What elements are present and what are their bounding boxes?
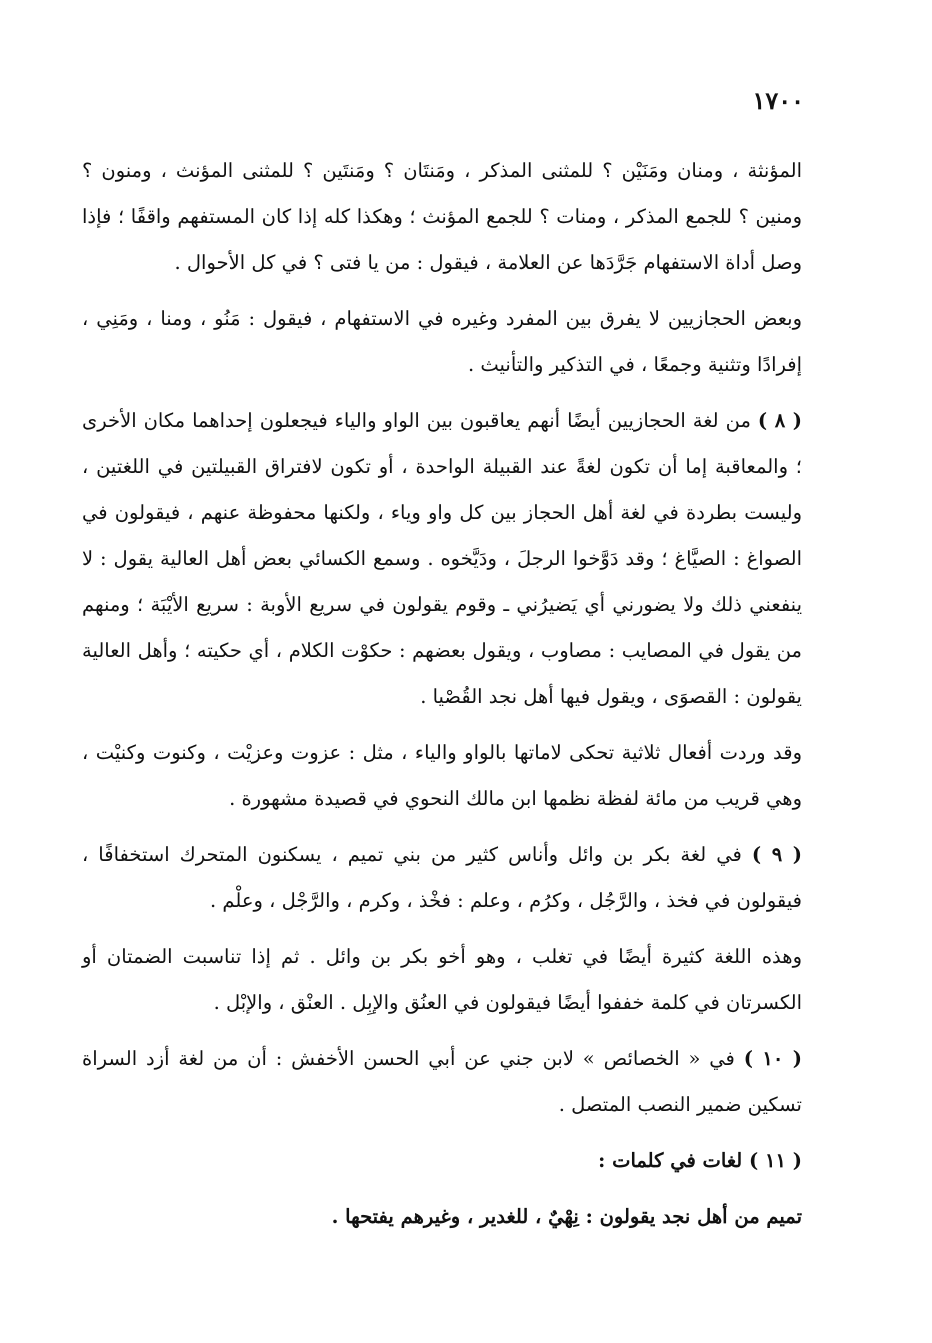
paragraph-7 <box>82 1036 802 1128</box>
paragraph-2 <box>82 296 802 388</box>
paragraph-3 <box>82 398 802 720</box>
paragraph-text: المؤنثة ، ومنان ومَنَيْن ؟ للمثنى المذكر ، ومَنتَان ؟ ومَنتَين ؟ للمثنى المؤنث ، ومنون ؟ ومنين ؟ للجمع المذكر ، ومنات ؟ للجمع المؤنث ؛ وهكذا كله إذا كان المستفهم واقفًا ؛ فإذا وصل أداة الاستفهام جَرَّدَها عن العلامة ، فيقول : من يا فتى ؟ في كل الأحوال . <box>82 159 802 274</box>
paragraph-text: وهذه اللغة كثيرة أيضًا في تغلب ، وهو أخو بكر بن وائل . ثم إذا تناسبت الضمتان أو الكسرتان في كلمة خففوا أيضًا فيقولون في العنُق والإبِل . العنْق ، والإبْل . <box>82 945 802 1014</box>
body-text <box>82 148 802 1250</box>
paragraph-9 <box>82 1194 802 1240</box>
section-marker: ( ١١ ) <box>749 1149 802 1172</box>
paragraph-5 <box>82 832 802 924</box>
paragraph-text: في لغة بكر بن وائل وأناس كثير من بني تميم ، يسكنون المتحرك استخفافًا ، فيقولون في فخذ ، والرَّجُل ، وكرُم ، وعلم : فخْذ ، وكرم ، والرَّجْل ، وعلْم . <box>82 843 802 912</box>
paragraph-text: وبعض الحجازيين لا يفرق بين المفرد وغيره في الاستفهام ، فيقول : مَنُو ، ومنا ، ومَنِي ، إفرادًا وتثنية وجمعًا ، في التذكير والتأنيث . <box>82 307 802 376</box>
page-number: ١٧٠٠ <box>752 86 804 115</box>
paragraph-text: لغات في كلمات : <box>598 1149 743 1172</box>
paragraph-text: وقد وردت أفعال ثلاثية تحكى لاماتها بالواو والياء ، مثل : عزوت وعزيْت ، وكنوت وكنيْت ، وهي قريب من مائة لفظة نظمها ابن مالك النحوي في قصيدة مشهورة . <box>82 741 802 810</box>
paragraph-6 <box>82 934 802 1026</box>
paragraph-4 <box>82 730 802 822</box>
paragraph-text: في « الخصائص » لابن جني عن أبي الحسن الأخفش : أن من لغة أزد السراة تسكين ضمير النصب المتصل . <box>82 1047 802 1116</box>
paragraph-text: من لغة الحجازيين أيضًا أنهم يعاقبون بين الواو والياء فيجعلون إحداهما مكان الأخرى ؛ والمعاقبة إما أن تكون لغةً عند القبيلة الواحدة ، أو تكون لافتراق القبيلتين في اللغتين ، وليست بطردة في لغة أهل الحجاز بين كل واو وياء ، ولكنها محفوظة عنهم ، فيقولون في الصواغ : الصيَّاغ ؛ وقد دَوَّخوا الرجلَ ، ودَيَّخوه . وسمع الكسائي بعض أهل العالية يقول : لا ينفعني ذلك ولا يضورني أي يَضيرُني ـ وقوم يقولون في سريع الأوبة : سريع الأيْبَة ؛ ومنهم من يقول في المصايب : مصاوب ، ويقول بعضهم : حكوْت الكلام ، أي حكيته ؛ وأهل العالية يقولون : القصوَى ، ويقول فيها أهل نجد القُصْيا . <box>82 409 802 708</box>
paragraph-8 <box>82 1138 802 1184</box>
paragraph-text: تميم من أهل نجد يقولون : نِهْيٌ ، للغدير ، وغيرهم يفتحها . <box>331 1205 802 1228</box>
section-marker: ( ٩ ) <box>751 843 803 866</box>
paragraph-1 <box>82 148 802 286</box>
section-marker: ( ٨ ) <box>757 409 802 432</box>
section-marker: ( ١٠ ) <box>743 1047 803 1070</box>
